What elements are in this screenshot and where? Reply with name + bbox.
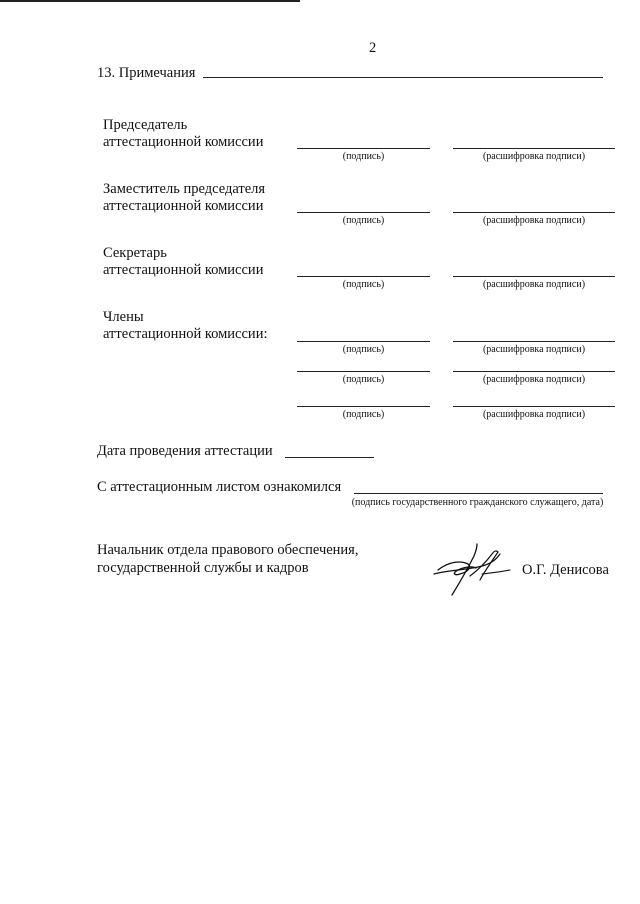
member-2-decoding-line[interactable] [453, 371, 615, 372]
page-number: 2 [369, 40, 377, 56]
signature-caption: (подпись) [342, 409, 385, 420]
decoding-caption: (расшифровка подписи) [482, 374, 586, 385]
top-rule [0, 0, 300, 2]
decoding-caption: (расшифровка подписи) [482, 215, 586, 226]
member-1-signature-line[interactable] [297, 341, 430, 342]
secretary-commission: аттестационной комиссии [103, 262, 264, 278]
decoding-caption: (расшифровка подписи) [482, 344, 586, 355]
member-3-decoding-line[interactable] [453, 406, 615, 407]
attestation-date-line[interactable] [285, 457, 374, 458]
attestation-date-label: Дата проведения аттестации [97, 443, 273, 459]
member-1-decoding-line[interactable] [453, 341, 615, 342]
members-title: Члены [103, 309, 144, 325]
head-title-line1: Начальник отдела правового обеспечения, [97, 542, 359, 558]
signature-caption: (подпись) [342, 151, 385, 162]
notes-line[interactable] [203, 77, 603, 78]
deputy-title: Заместитель председателя [103, 181, 266, 197]
secretary-signature-line[interactable] [297, 276, 430, 277]
notes-label: 13. Примечания [97, 65, 196, 81]
handwritten-signature [430, 540, 515, 600]
decoding-caption: (расшифровка подписи) [482, 151, 586, 162]
chairman-signature-line[interactable] [297, 148, 430, 149]
members-commission: аттестационной комиссии: [103, 326, 268, 342]
signature-caption: (подпись) [342, 279, 385, 290]
deputy-commission: аттестационной комиссии [103, 198, 264, 214]
acquainted-label: С аттестационным листом ознакомился [97, 479, 342, 495]
signature-caption: (подпись) [342, 344, 385, 355]
signature-caption: (подпись) [342, 215, 385, 226]
member-3-signature-line[interactable] [297, 406, 430, 407]
secretary-decoding-line[interactable] [453, 276, 615, 277]
signature-caption: (подпись) [342, 374, 385, 385]
chairman-commission: аттестационной комиссии [103, 134, 264, 150]
chairman-decoding-line[interactable] [453, 148, 615, 149]
head-title-line2: государственной службы и кадров [97, 560, 309, 576]
acquainted-caption: (подпись государственного гражданского служащего, дата) [351, 497, 604, 508]
decoding-caption: (расшифровка подписи) [482, 409, 586, 420]
chairman-title: Председатель [103, 117, 188, 133]
head-name: О.Г. Денисова [522, 562, 609, 578]
member-2-signature-line[interactable] [297, 371, 430, 372]
deputy-decoding-line[interactable] [453, 212, 615, 213]
deputy-signature-line[interactable] [297, 212, 430, 213]
decoding-caption: (расшифровка подписи) [482, 279, 586, 290]
secretary-title: Секретарь [103, 245, 167, 261]
acquainted-signature-line[interactable] [354, 493, 603, 494]
